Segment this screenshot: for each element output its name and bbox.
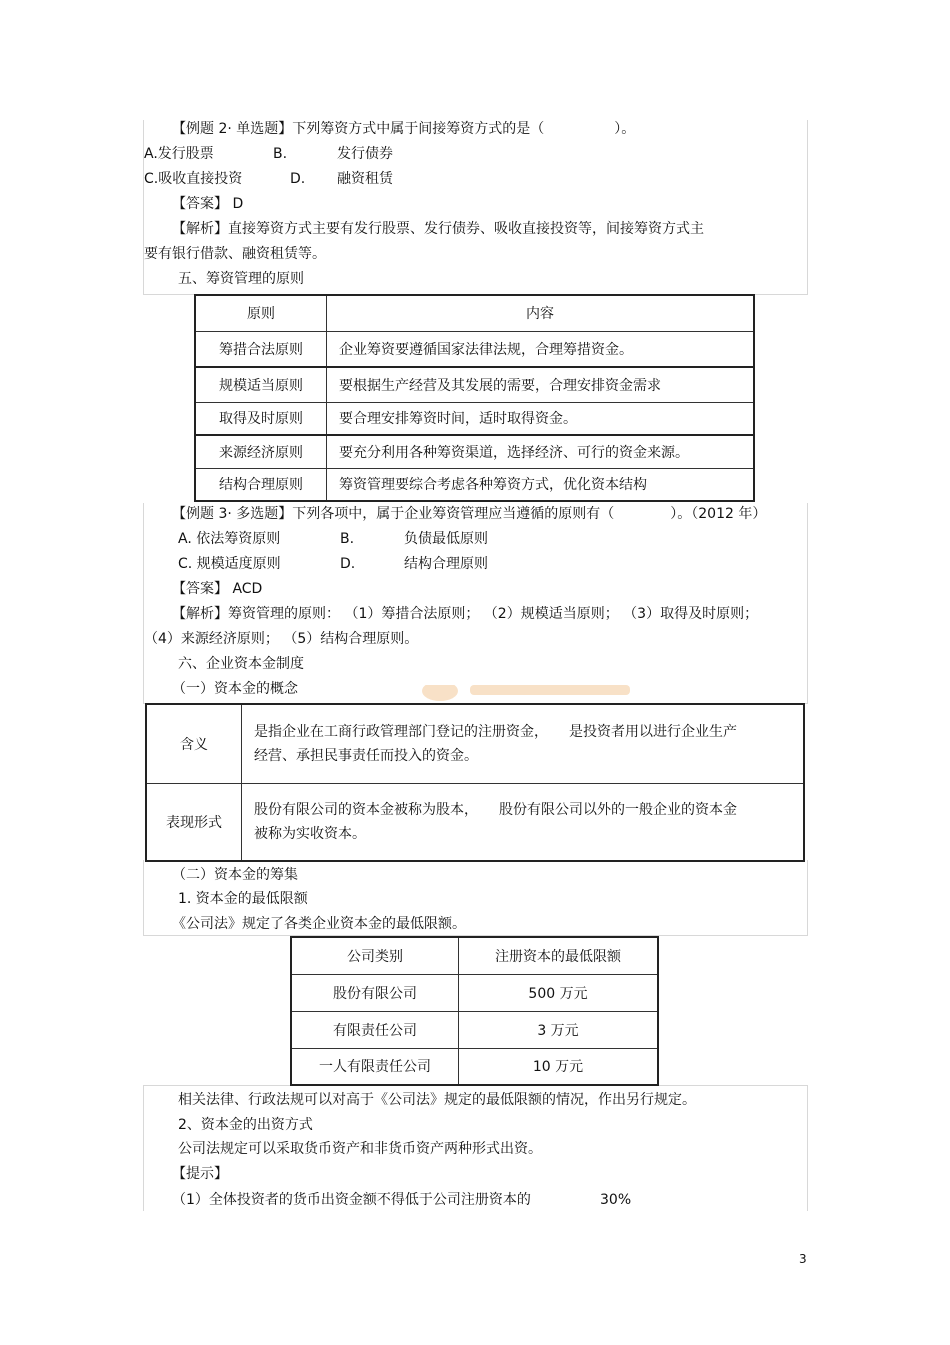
principles-table	[194, 294, 755, 502]
concept-meaning-line2: 经营、承担民事责任而投入的资金。	[254, 747, 478, 764]
example2-option-a: A.发行股票	[144, 146, 214, 162]
concept-meaning-line1: 是指企业在工商行政管理部门登记的注册资金， 是投资者用以进行企业生产	[254, 723, 737, 740]
company-law-text: 《公司法》规定了各类企业资本金的最低限额。	[172, 916, 466, 932]
section6-subtitle2: （二）资本金的筹集	[172, 867, 298, 883]
principle-name: 筹措合法原则	[195, 331, 327, 367]
example2-option-b-text: 发行债券	[337, 146, 393, 162]
example3-option-a: A. 依法筹资原则	[178, 531, 281, 547]
min-capital-header-amount: 注册资本的最低限额	[459, 937, 659, 974]
min-capital-amount: 10 万元	[459, 1048, 659, 1085]
company-type: 股份有限公司	[291, 974, 459, 1011]
example3-explanation-line1: 【解析】筹资管理的原则： （1）筹措合法原则； （2）规模适当原则； （3）取得及时原则；	[172, 606, 759, 622]
concept-meaning-text	[242, 704, 805, 783]
company-type: 有限责任公司	[291, 1011, 459, 1048]
section5-title: 五、筹资管理的原则	[178, 271, 304, 287]
page-number: 3	[799, 1252, 807, 1266]
watermark-logo	[410, 683, 640, 703]
item2-title: 2、资本金的出资方式	[178, 1117, 313, 1133]
example3-explanation-line2: （4）来源经济原则； （5）结构合理原则。	[144, 631, 419, 647]
example3-answer: 【答案】 ACD	[172, 581, 263, 597]
concept-label-meaning: 含义	[146, 704, 242, 783]
company-type: 一人有限责任公司	[291, 1048, 459, 1085]
item1-title: 1. 资本金的最低限额	[178, 891, 308, 907]
principle-name: 来源经济原则	[195, 435, 327, 468]
example3-option-d-text: 结构合理原则	[404, 556, 488, 572]
tail-paragraph1: 相关法律、行政法规可以对高于《公司法》规定的最低限额的情况，作出另行规定。	[178, 1092, 696, 1108]
min-capital-amount: 3 万元	[459, 1011, 659, 1048]
example2-option-d-text: 融资租赁	[337, 171, 393, 187]
principles-header-principle: 原则	[195, 295, 327, 331]
example3-option-c: C. 规模适度原则	[178, 556, 281, 572]
minimum-capital-table	[290, 936, 659, 1086]
section6-title: 六、企业资本金制度	[178, 656, 304, 672]
example2-option-d-letter: D.	[290, 171, 306, 187]
capital-concept-table	[145, 703, 805, 862]
principle-content: 要合理安排筹资时间，适时取得资金。	[327, 402, 755, 435]
tail-paragraph2: 公司法规定可以采取货币资产和非货币资产两种形式出资。	[178, 1141, 542, 1157]
example2-option-c: C.吸收直接投资	[144, 171, 243, 187]
principles-header-content: 内容	[327, 295, 755, 331]
example3-option-d-letter: D.	[340, 556, 356, 572]
example2-explanation-line1: 【解析】直接筹资方式主要有发行股票、发行债券、吸收直接投资等，间接筹资方式主	[172, 221, 704, 237]
principle-name: 取得及时原则	[195, 402, 327, 435]
tip-line1-percent: 30%	[600, 1192, 632, 1208]
principle-content: 企业筹资要遵循国家法律法规，合理筹措资金。	[327, 331, 755, 367]
example2-answer: 【答案】 D	[172, 196, 244, 212]
tip-label: 【提示】	[172, 1166, 228, 1182]
principle-name: 结构合理原则	[195, 468, 327, 501]
example3-option-b-text: 负债最低原则	[404, 531, 488, 547]
example3-question: 【例题 3· 多选题】下列各项中，属于企业筹资管理应当遵循的原则有（ ）。（2012 年）	[172, 506, 767, 522]
example3-option-b-letter: B.	[340, 531, 355, 547]
concept-form-text	[242, 783, 805, 861]
concept-form-line1: 股份有限公司的资本金被称为股本， 股份有限公司以外的一般企业的资本金	[254, 801, 737, 818]
principle-content: 要充分利用各种筹资渠道，选择经济、可行的资金来源。	[327, 435, 755, 468]
example2-option-b-letter: B.	[273, 146, 288, 162]
min-capital-amount: 500 万元	[459, 974, 659, 1011]
example2-explanation-line2: 要有银行借款、融资租赁等。	[144, 246, 326, 262]
concept-label-form: 表现形式	[146, 783, 242, 861]
section6-subtitle1: （一）资本金的概念	[172, 681, 298, 697]
principle-content: 筹资管理要综合考虑各种筹资方式，优化资本结构	[327, 468, 755, 501]
concept-form-line2: 被称为实收资本。	[254, 825, 366, 842]
principle-name: 规模适当原则	[195, 367, 327, 402]
principle-content: 要根据生产经营及其发展的需要，合理安排资金需求	[327, 367, 755, 402]
tip-line1: （1）全体投资者的货币出资金额不得低于公司注册资本的	[172, 1192, 531, 1208]
min-capital-header-type: 公司类别	[291, 937, 459, 974]
example2-question: 【例题 2· 单选题】下列筹资方式中属于间接筹资方式的是（ ）。	[172, 121, 636, 137]
